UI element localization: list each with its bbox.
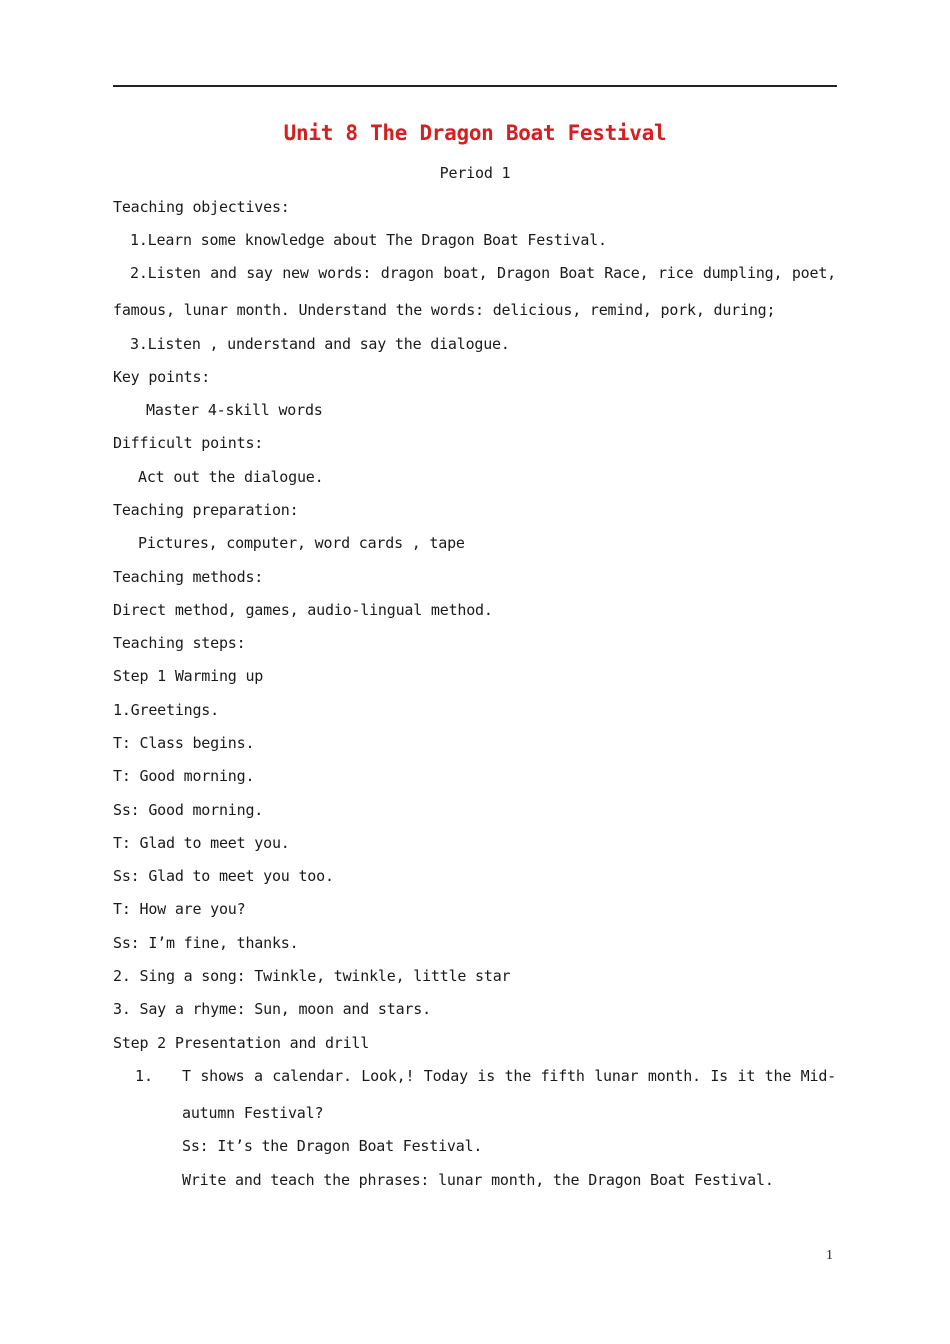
step-1-heading: Step 1 Warming up — [113, 667, 264, 685]
difficult-points-text: Act out the dialogue. — [138, 468, 324, 486]
presentation-item-line-1: T shows a calendar. Look,! Today is the fifth lunar month. Is it the Mid- — [182, 1067, 836, 1085]
objectives-heading: Teaching objectives: — [113, 198, 290, 216]
document-title: Unit 8 The Dragon Boat Festival — [283, 121, 667, 145]
key-points-heading: Key points: — [113, 368, 211, 386]
page-number: 1 — [826, 1248, 833, 1263]
dialogue-line: Ss: Glad to meet you too. — [113, 867, 334, 885]
dialogue-line: T: Class begins. — [113, 734, 255, 752]
objective-item-3: 3.Listen , understand and say the dialogue. — [130, 335, 510, 353]
presentation-item-line-4: Write and teach the phrases: lunar month, the Dragon Boat Festival. — [182, 1171, 774, 1189]
preparation-text: Pictures, computer, word cards , tape — [138, 534, 465, 552]
presentation-item-line-3: Ss: It’s the Dragon Boat Festival. — [182, 1137, 483, 1155]
presentation-item-number: 1. — [135, 1067, 154, 1085]
objective-item-2-line-1: 2.Listen and say new words: dragon boat, Dragon Boat Race, rice dumpling, poet, — [130, 264, 836, 282]
greetings-item: 1.Greetings. — [113, 701, 219, 719]
methods-heading: Teaching methods: — [113, 568, 264, 586]
objective-item-1: 1.Learn some knowledge about The Dragon Boat Festival. — [130, 231, 607, 249]
preparation-heading: Teaching preparation: — [113, 501, 299, 519]
difficult-points-heading: Difficult points: — [113, 434, 264, 452]
step-2-heading: Step 2 Presentation and drill — [113, 1034, 370, 1052]
dialogue-line: T: Glad to meet you. — [113, 834, 290, 852]
dialogue-line: T: How are you? — [113, 900, 246, 918]
methods-text: Direct method, games, audio-lingual method. — [113, 601, 493, 619]
dialogue-line: Ss: Good morning. — [113, 801, 264, 819]
steps-heading: Teaching steps: — [113, 634, 246, 652]
presentation-item-line-2: autumn Festival? — [182, 1104, 324, 1122]
objective-item-2-line-2: famous, lunar month. Understand the words: delicious, remind, pork, during; — [113, 301, 776, 319]
period-label: Period 1 — [439, 164, 511, 182]
header-rule — [113, 85, 837, 87]
dialogue-line: Ss: I’m fine, thanks. — [113, 934, 299, 952]
dialogue-line: T: Good morning. — [113, 767, 255, 785]
song-item: 2. Sing a song: Twinkle, twinkle, little star — [113, 967, 511, 985]
key-points-text: Master 4-skill words — [146, 401, 323, 419]
rhyme-item: 3. Say a rhyme: Sun, moon and stars. — [113, 1000, 431, 1018]
